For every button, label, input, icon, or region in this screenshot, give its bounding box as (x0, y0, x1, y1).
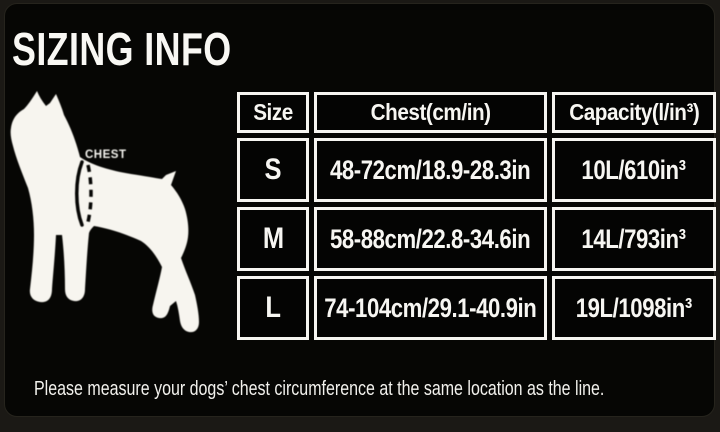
dog-silhouette-icon (5, 85, 210, 345)
table-header-size: Size (237, 92, 309, 133)
table-cell-capacity-m: 14L/793in³ (552, 207, 716, 271)
page-title: SIZING INFO (12, 23, 232, 75)
table-cell-size-l: L (237, 276, 309, 340)
table-cell-capacity-l: 19L/1098in³ (552, 276, 716, 340)
table-cell-capacity-s: 10L/610in³ (552, 138, 716, 202)
table-cell-chest-l: 74-104cm/29.1-40.9in (314, 276, 547, 340)
sizing-table (237, 92, 716, 340)
table-header-chest: Chest(cm/in) (314, 92, 547, 133)
table-cell-size-s: S (237, 138, 309, 202)
table-cell-chest-m: 58-88cm/22.8-34.6in (314, 207, 547, 271)
measurement-note: Please measure your dogs’ chest circumference at the same location as the line. (34, 378, 605, 400)
table-header-capacity: Capacity(l/in³) (552, 92, 716, 133)
dog-measurement-diagram (5, 85, 210, 345)
table-cell-size-m: M (237, 207, 309, 271)
table-cell-chest-s: 48-72cm/18.9-28.3in (314, 138, 547, 202)
dog-body (11, 91, 199, 332)
chest-label: CHEST (85, 149, 127, 161)
